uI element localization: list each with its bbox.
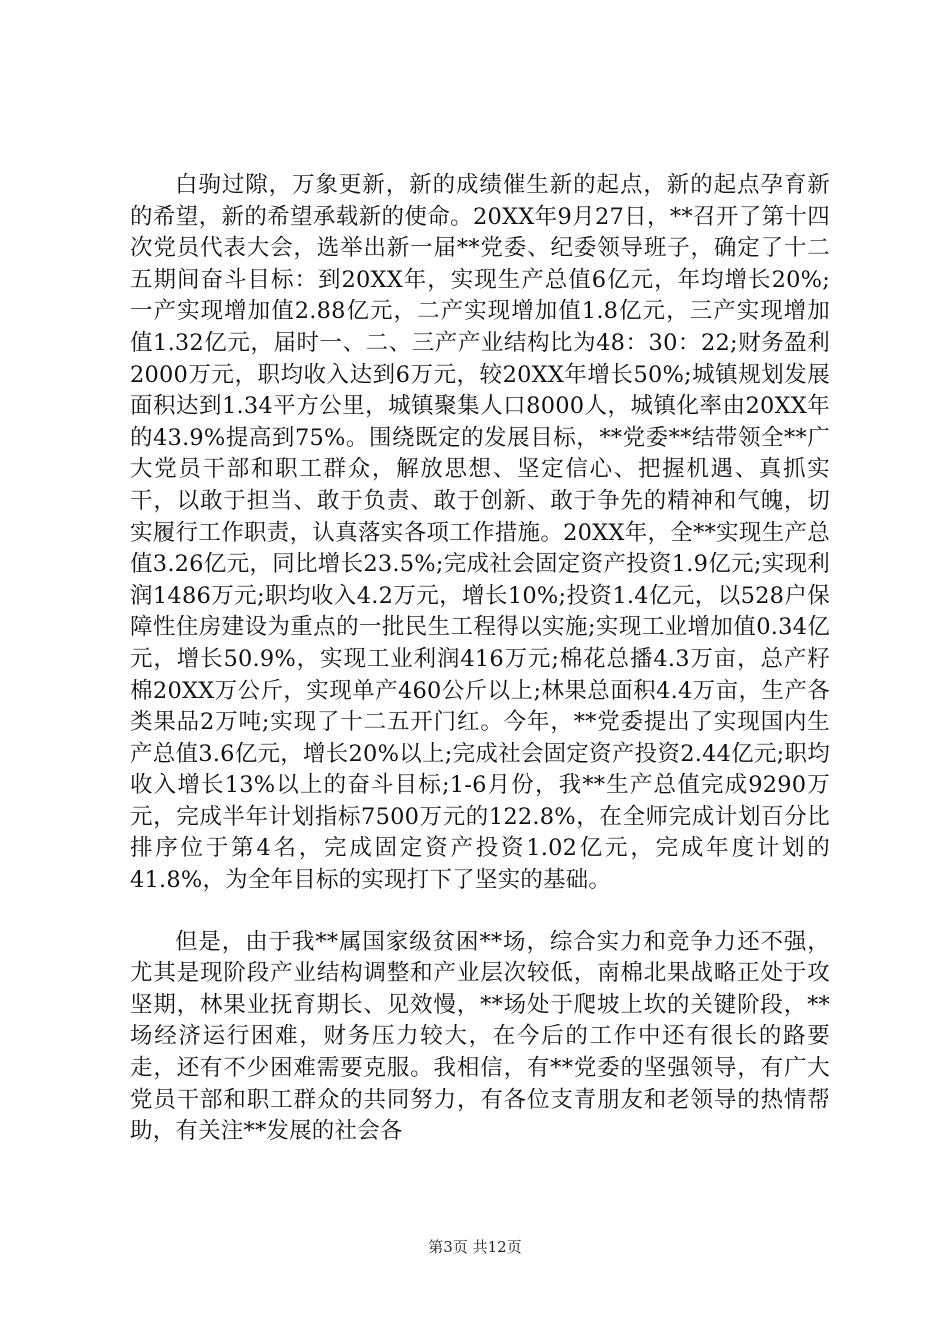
page-footer: 第3页 共12页 bbox=[428, 1238, 522, 1256]
paragraph-achievements: 白驹过隙，万象更新，新的成绩催生新的起点，新的起点孕育新的希望，新的希望承载新的使命。20XX年9月27日，**召开了第十四次党员代表大会，选举出新一届**党委、纪委领导班子，确定了十二五期间奋斗目标：到20XX年，实现生产总值6亿元，年均增长20%;一产实现增加值2.88亿元，二产实现增加值1.8亿元，三产实现增加值1.32亿元，届时一、二、三产产业结构比为48：30：22;财务盈利2000万元，职均收入达到6万元，较20XX年增长50%;城镇规划发展面积达到1.34平方公里，城镇聚集人口8000人，城镇化率由20XX年的43.9%提高到75%。围绕既定的发展目标，**党委**结带领全**广大党员干部和职工群众，解放思想、坚定信心、把握机遇、真抓实干，以敢于担当、敢于负责、敢于创新、敢于争先的精神和气魄，切实履行工作职责，认真落实各项工作措施。20XX年，全**实现生产总值3.26亿元，同比增长23.5%;完成社会固定资产投资1.9亿元;实现利润1486万元;职均收入4.2万元，增长10%;投资1.4亿元，以528户保障性住房建设为重点的一批民生工程得以实施;实现工业增加值0.34亿元，增长50.9%，实现工业利润416万元;棉花总播4.3万亩，总产籽棉20XX万公斤，实现单产460公斤以上;林果总面积4.4万亩，生产各类果品2万吨;实现了十二五开门红。今年，**党委提出了实现国内生产总值3.6亿元，增长20%以上;完成社会固定资产投资2.44亿元;职均收入增长13%以上的奋斗目标;1-6月份，我**生产总值完成9290万元，完成半年计划指标7500万元的122.8%，在全师完成计划百分比排序位于第4名，完成固定资产投资1.02亿元，完成年度计划的41.8%，为全年目标的实现打下了坚实的基础。 bbox=[130, 172, 830, 894]
paragraph-challenges: 但是，由于我**属国家级贫困**场，综合实力和竞争力还不强，尤其是现阶段产业结构调整和产业层次较低，南棉北果战略正处于攻坚期，林果业抚育期长、见效慢，**场处于爬坡上坎的关键阶段，**场经济运行困难，财务压力较大，在今后的工作中还有很长的路要走，还有不少困难需要克服。我相信，有**党委的坚强领导，有广大党员干部和职工群众的共同努力，有各位支青朋友和老领导的热情帮助，有关注**发展的社会各 bbox=[130, 928, 830, 1145]
document-body bbox=[130, 170, 830, 1148]
